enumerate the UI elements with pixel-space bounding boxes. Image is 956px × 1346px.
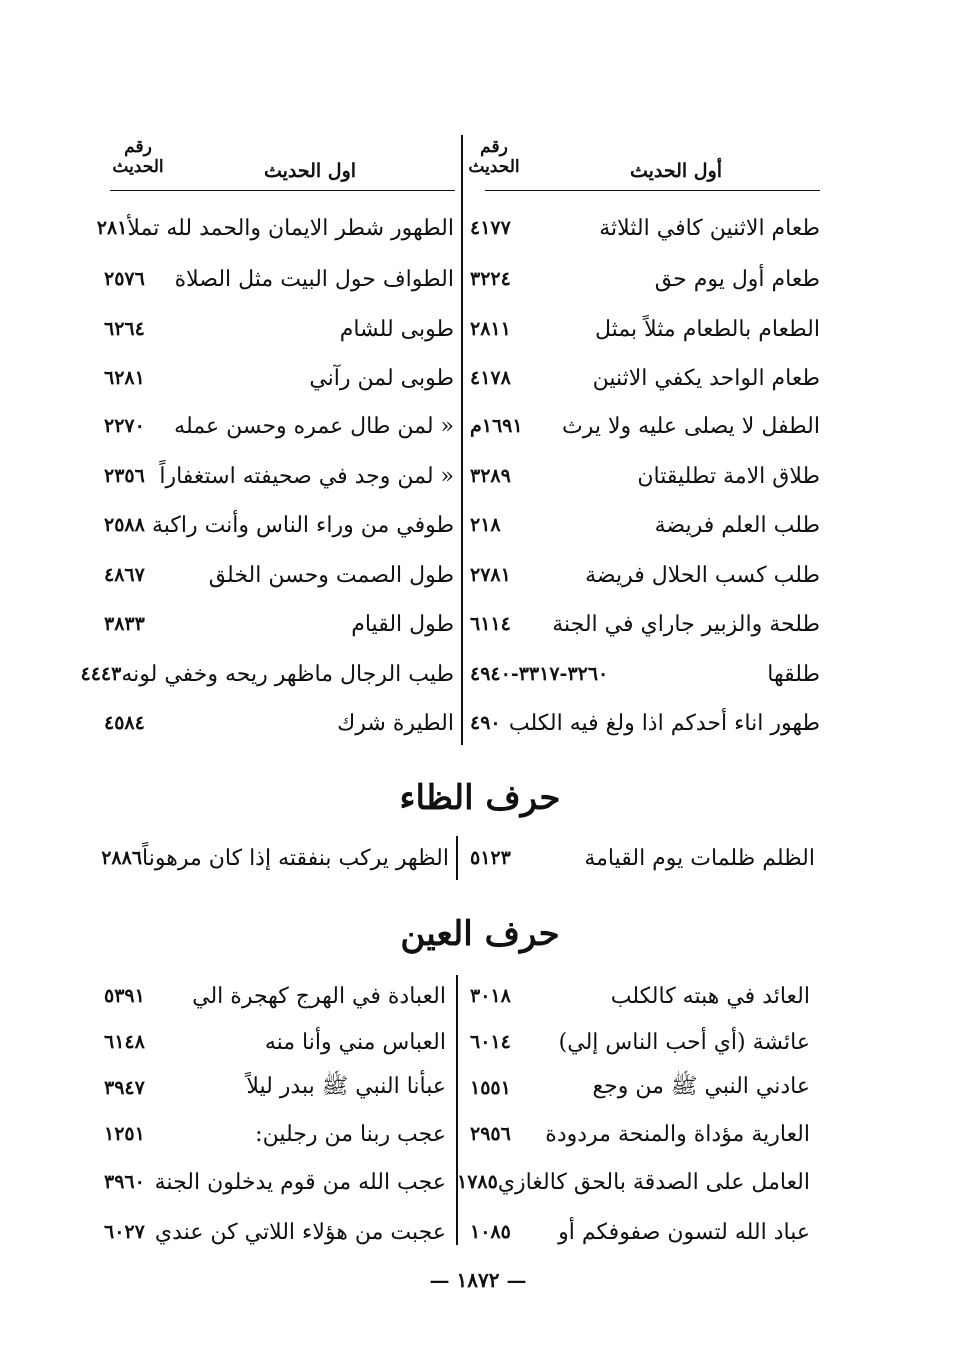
list-item: عجبت من هؤلاء اللاتي كن عندي ٦٠٢٧ [104, 1219, 446, 1245]
list-item: عجب ربنا من رجلين: ١٢٥١ [104, 1121, 446, 1147]
list-item: الطواف حول البيت مثل الصلاة ٢٥٧٦ [104, 266, 454, 292]
list-item: طلب العلم فريضة ٢١٨ [470, 512, 820, 538]
left-num-header-bottom: الحديث [112, 156, 164, 177]
list-item: « لمن وجد في صحيفته استغفاراً ٢٣٥٦ [104, 463, 454, 489]
list-item: عائشة (أي أحب الناس إلي) ٦٠١٤ [470, 1029, 810, 1055]
list-item: طلقها ٣٢٦٠-٣٣١٧-٤٩٤٠ [470, 661, 820, 687]
list-item: طوبى للشام ٦٢٦٤ [104, 316, 454, 342]
right-num-header-top: رقم [480, 137, 508, 157]
list-item: طوبى لمن رآني ٦٢٨١ [104, 365, 454, 391]
list-item: طلب كسب الحلال فريضة ٢٧٨١ [470, 562, 820, 588]
list-item: طيب الرجال ماظهر ريحه وخفي لونه ٤٤٤٣ [80, 661, 454, 687]
list-item: العباس مني وأنا منه ٦١٤٨ [104, 1029, 446, 1055]
list-item: العبادة في الهرج كهجرة الي ٥٣٩١ [104, 983, 446, 1009]
list-item: طعام الواحد يكفي الاثنين ٤١٧٨ [470, 365, 820, 391]
list-item: طول القيام ٣٨٣٣ [104, 611, 454, 637]
list-item: طعام الاثنين كافي الثلاثة ٤١٧٧ [470, 215, 820, 241]
list-item: عادني النبي ﷺ من وجع ١٥٥١ [470, 1074, 810, 1099]
right-first-header-label: أول الحديث [629, 160, 723, 182]
list-item: طوفي من وراء الناس وأنت راكبة ٢٥٨٨ [104, 512, 454, 538]
right-column-num-header [460, 138, 528, 177]
left-column-num-header [104, 138, 172, 177]
list-item: الطفل لا يصلى عليه ولا يرث ١٦٩١م [470, 413, 820, 439]
list-item: « لمن طال عمره وحسن عمله ٢٢٧٠ [104, 413, 454, 439]
section2-column-divider [456, 836, 458, 880]
left-num-header-top: رقم [124, 137, 152, 157]
page-number: — ١٨٧٢ — [429, 1268, 527, 1292]
left-header-underline [110, 190, 455, 191]
list-item: عباد الله لتسون صفوفكم أو ١٠٨٥ [470, 1219, 810, 1245]
list-item: العامل على الصدقة بالحق كالغازي ١٧٨٥ [457, 1169, 810, 1195]
list-item: الطعام بالطعام مثلاً بمثل ٢٨١١ [470, 316, 820, 342]
list-item: العائد في هبته كالكلب ٣٠١٨ [470, 983, 810, 1009]
list-item: الطهور شطر الايمان والحمد لله تملأ ٢٨١ [96, 215, 454, 241]
list-item: طهور اناء أحدكم اذا ولغ فيه الكلب ٤٩٠ [470, 710, 820, 736]
list-item: الطيرة شرك ٤٥٨٤ [104, 710, 454, 736]
section3-column-divider [456, 975, 458, 1245]
list-item: العارية مؤداة والمنحة مردودة ٢٩٥٦ [470, 1121, 810, 1147]
list-item: طعام أول يوم حق ٣٢٢٤ [470, 266, 820, 292]
list-item: عجب الله من قوم يدخلون الجنة ٣٩٦٠ [104, 1169, 446, 1195]
left-first-header-label: اول الحديث [263, 160, 357, 182]
list-item: عبأنا النبي ﷺ ببدر ليلاً ٣٩٤٧ [104, 1074, 446, 1099]
section-title-zaa: حرف الظاء [399, 778, 561, 818]
list-item: طلحة والزبير جاراي في الجنة ٦١١٤ [470, 611, 820, 637]
right-num-header-bottom: الحديث [468, 156, 520, 177]
list-item: الظلم ظلمات يوم القيامة ٥١٢٣ [470, 845, 815, 871]
right-column-first-header [576, 162, 776, 181]
section1-column-divider [461, 135, 463, 745]
list-item: الظهر يركب بنفقته إذا كان مرهوناً ٢٨٨٦ [101, 845, 449, 871]
right-header-underline [485, 190, 820, 191]
left-column-first-header [210, 162, 410, 181]
list-item: طول الصمت وحسن الخلق ٤٨٦٧ [104, 562, 454, 588]
section-title-ain: حرف العين [400, 914, 560, 954]
list-item: طلاق الامة تطليقتان ٣٢٨٩ [470, 463, 820, 489]
